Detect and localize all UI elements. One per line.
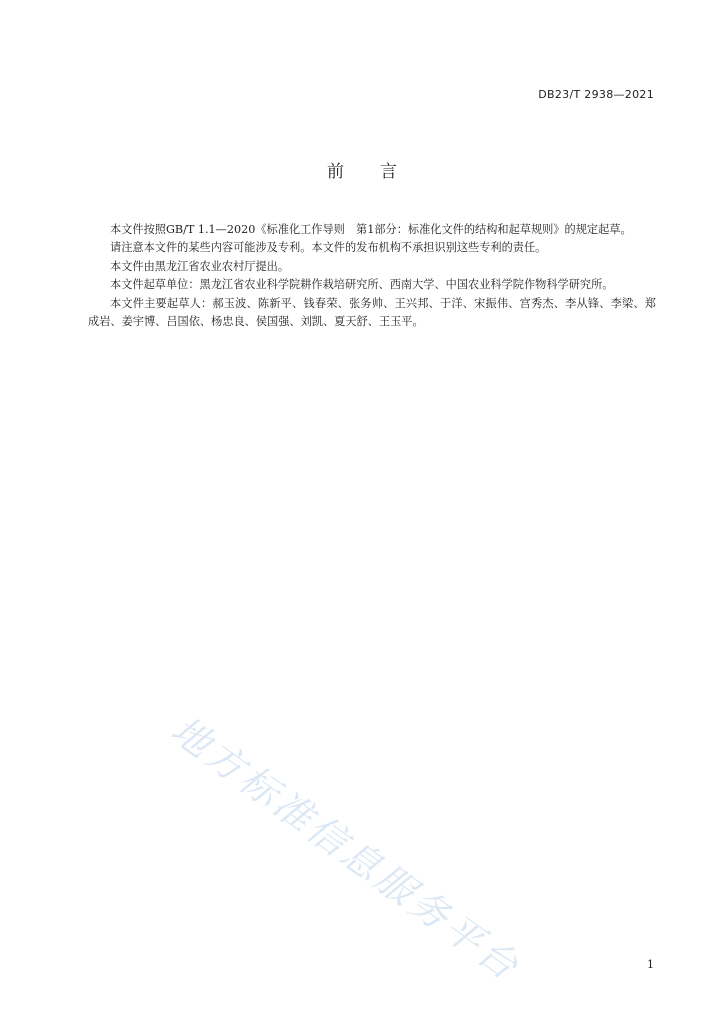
paragraph-drafters: 本文件主要起草人：郝玉波、陈新平、钱春荣、张务帅、王兴邦、于洋、宋振伟、宫秀杰、李从锋、李梁、郑成岩、姜宇博、吕国依、杨忠良、侯国强、刘凯、夏天舒、王玉平。 [88,296,656,329]
paragraph-drafting-rules: 本文件按照GB/T 1.1—2020《标准化工作导则 第1部分：标准化文件的结构和起草规则》的规定起草。 [110,223,632,236]
paragraph-drafting-units: 本文件起草单位：黑龙江省农业科学院耕作栽培研究所、西南大学、中国农业科学院作物科学研究所。 [110,278,614,292]
heading-char-2: 言 [380,162,397,182]
section-heading [0,157,724,182]
document-code: DB23/T 2938—2021 [538,88,654,101]
paragraph-patent-notice: 请注意本文件的某些内容可能涉及专利。本文件的发布机构不承担识别这些专利的责任。 [110,241,547,255]
foreword-body [88,221,656,331]
heading-char-1: 前 [327,162,344,182]
watermark-text: 地方标准信息服务平台 [163,707,529,991]
page-number: 1 [647,958,654,971]
paragraph-proposer: 本文件由黑龙江省农业农村厅提出。 [110,259,290,273]
